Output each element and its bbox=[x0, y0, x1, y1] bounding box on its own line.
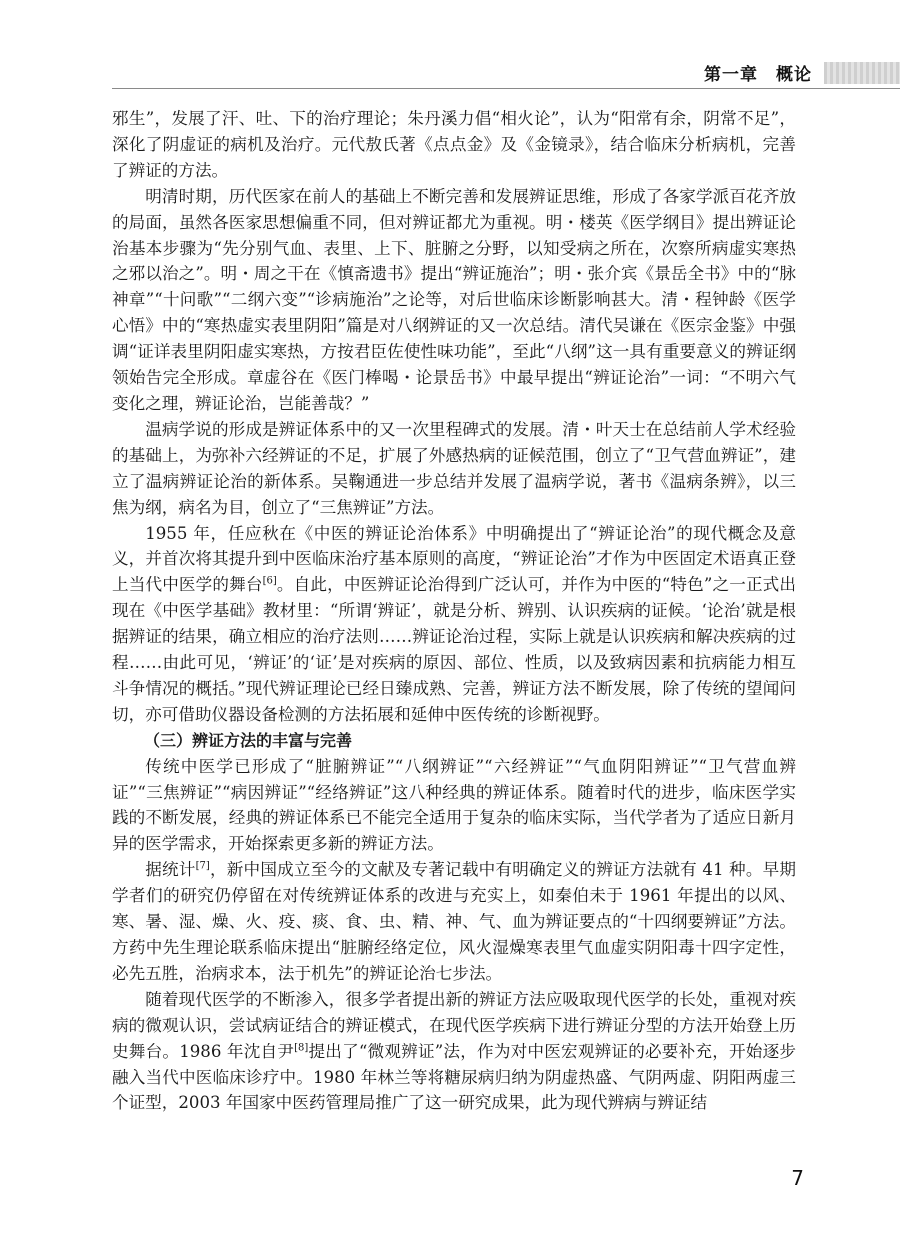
citation-ref: [6] bbox=[262, 575, 277, 587]
header-rule bbox=[112, 88, 900, 89]
running-header bbox=[0, 58, 900, 90]
section-heading: （三）辨证方法的丰富与完善 bbox=[144, 730, 353, 750]
paragraph-statistics bbox=[112, 857, 796, 987]
paragraph-text: 随着现代医学的不断渗入，很多学者提出新的辨证方法应吸取现代医学的长处，重视对疾病的微观认识，尝试病证结合的辨证模式，在现代医学疾病下进行辨证分型的方法开始登上历史舞台。1986 年沈自尹 bbox=[112, 989, 796, 1061]
paragraph-modern-medicine bbox=[112, 987, 796, 1117]
paragraph-text: ，新中国成立至今的文献及专著记载中有明确定义的辨证方法就有 41 种。早期学者们的研究仍停留在对传统辨证体系的改进与充实上，如秦伯未于 1961 年提出的以风、寒、暑、湿、燥、火、疫、痰、食、虫、精、神、气、血为辨证要点的“十四纲要辨证”方法。方药中先生理论联系临床提出“脏腑经络定位，风火湿燥寒表里气血虚实阴阳毒十四字定性，必先五胜，治病求本，法于机先”的辨证论治七步法。 bbox=[112, 860, 797, 983]
paragraph-text: 据统计 bbox=[145, 860, 196, 880]
citation-ref: [7] bbox=[195, 860, 210, 872]
header-decoration-bar bbox=[824, 62, 900, 84]
paragraph-warm-disease: 温病学说的形成是辨证体系中的又一次里程碑式的发展。清・叶天士在总结前人学术经验的基础上，为弥补六经辨证的不足，扩展了外感热病的证候范围，创立了“卫气营血辨证”，建立了温病辨证论治的新体系。吴鞠通进一步总结并发展了温病学说，著书《温病条辨》，以三焦为纲，病名为目，创立了“三焦辨证”方法。 bbox=[112, 419, 796, 517]
paragraph-continued: 邪生”，发展了汗、吐、下的治疗理论；朱丹溪力倡“相火论”，认为“阳常有余，阴常不足”，深化了阴虚证的病机及治疗。元代敖氏著《点点金》及《金镜录》，结合临床分析病机，完善了辨证的方法。 bbox=[112, 109, 796, 180]
paragraph-text: 。自此，中医辨证论治得到广泛认可，并作为中医的“特色”之一正式出现在《中医学基础》教材里：“所谓‘辨证’，就是分析、辨别、认识疾病的证候。‘论治’就是根据辨证的结果，确立相应的治疗法则……辨证论治过程，实际上就是认识疾病和解决疾病的过程……由此可见，‘辨证’的‘证’是对疾病的原因、部位、性质，以及致病因素和抗病能力相互斗争情况的概括。”现代辨证理论已经日臻成熟、完善，辨证方法不断发展，除了传统的望闻问切，亦可借助仪器设备检测的方法拓展和延伸中医传统的诊断视野。 bbox=[112, 575, 797, 724]
paragraph-ming-qing: 明清时期，历代医家在前人的基础上不断完善和发展辨证思维，形成了各家学派百花齐放的局面，虽然各医家思想偏重不同，但对辨证都尤为重视。明・楼英《医学纲目》提出辨证论治基本步骤为“先分别气血、表里、上下、脏腑之分野，以知受病之所在，次察所病虚实寒热之邪以治之”。明・周之干在《慎斋遗书》提出“辨证施治”；明・张介宾《景岳全书》中的“脉神章”“十问歌”“二纲六变”“诊病施治”之论等，对后世临床诊断影响甚大。清・程钟龄《医学心悟》中的“寒热虚实表里阴阳”篇是对八纲辨证的又一次总结。清代吴谦在《医宗金鉴》中强调“证详表里阴阳虚实寒热，方按君臣佐使性味功能”，至此“八纲”这一具有重要意义的辨证纲领始告完全形成。章虚谷在《医门棒喝・论景岳书》中最早提出“辨证论治”一词：“不明六气变化之理，辨证论治，岂能善哉？” bbox=[112, 186, 796, 413]
paragraph-text: 提出了“微观辨证”法，作为对中医宏观辨证的必要补充，开始逐步融入当代中医临床诊疗中。1980 年林兰等将糖尿病归纳为阴虚热盛、气阴两虚、阴阳两虚三个证型，2003 年国家中医药管理局推广了这一研究成果，此为现代辨病与辨证结 bbox=[112, 1041, 796, 1113]
page-body bbox=[112, 106, 796, 1116]
paragraph-text: 1955 年，任应秋在《中医的辨证论治体系》中明确提出了“辨证论治”的现代概念及意义，并首次将其提升到中医临床治疗基本原则的高度，“辨证论治”才作为中医固定术语真正登上当代中医学的舞台 bbox=[112, 523, 796, 595]
chapter-title: 第一章 概论 bbox=[704, 65, 812, 85]
citation-ref: [8] bbox=[294, 1042, 309, 1054]
paragraph-classic-systems: 传统中医学已形成了“脏腑辨证”“八纲辨证”“六经辨证”“气血阴阳辨证”“卫气营血辨证”“三焦辨证”“病因辨证”“经络辨证”这八种经典的辨证体系。随着时代的进步，临床医学实践的不断发展，经典的辨证体系已不能完全适用于复杂的临床实际，当代学者为了适应日新月异的医学需求，开始探索更多新的辨证方法。 bbox=[112, 756, 796, 854]
paragraph-1955 bbox=[112, 521, 796, 728]
page-number: 7 bbox=[791, 1166, 804, 1190]
